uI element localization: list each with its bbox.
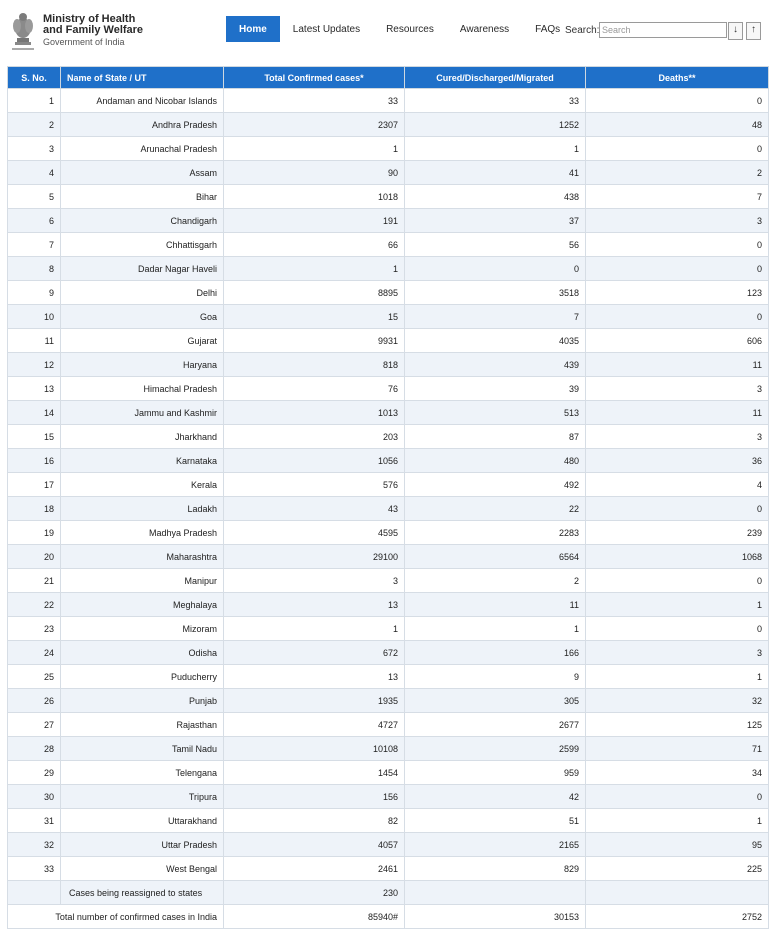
cell-sno: 14 bbox=[8, 401, 61, 425]
cell-deaths: 3 bbox=[586, 425, 769, 449]
cell-deaths: 1 bbox=[586, 809, 769, 833]
cell-sno: 31 bbox=[8, 809, 61, 833]
table-row bbox=[8, 473, 769, 497]
cell-cured: 3518 bbox=[405, 281, 586, 305]
cell-deaths: 3 bbox=[586, 641, 769, 665]
cell-sno: 10 bbox=[8, 305, 61, 329]
national-emblem-icon bbox=[8, 8, 38, 54]
cell-confirmed: 13 bbox=[224, 593, 405, 617]
cell-sno: 27 bbox=[8, 713, 61, 737]
cell-confirmed: 3 bbox=[224, 569, 405, 593]
cell-deaths: 0 bbox=[586, 569, 769, 593]
table-row bbox=[8, 569, 769, 593]
col-header-cured[interactable]: Cured/Discharged/Migrated bbox=[405, 67, 586, 89]
cell-confirmed: 818 bbox=[224, 353, 405, 377]
cell-state: Andhra Pradesh bbox=[61, 113, 224, 137]
site-header bbox=[0, 0, 771, 62]
cell-confirmed: 1 bbox=[224, 257, 405, 281]
cell-sno: 7 bbox=[8, 233, 61, 257]
cell-state: Assam bbox=[61, 161, 224, 185]
cell-state: Maharashtra bbox=[61, 545, 224, 569]
cell-cured: 0 bbox=[405, 257, 586, 281]
cell-cured: 2283 bbox=[405, 521, 586, 545]
cell-deaths: 11 bbox=[586, 401, 769, 425]
cell-cured: 439 bbox=[405, 353, 586, 377]
cell-deaths: 0 bbox=[586, 137, 769, 161]
cell-state: Madhya Pradesh bbox=[61, 521, 224, 545]
table-row bbox=[8, 833, 769, 857]
cell-cured: 7 bbox=[405, 305, 586, 329]
nav-resources[interactable]: Resources bbox=[386, 23, 434, 35]
cell-cured: 2 bbox=[405, 569, 586, 593]
table-row bbox=[8, 89, 769, 113]
table-row bbox=[8, 425, 769, 449]
cell-sno: 5 bbox=[8, 185, 61, 209]
table-row bbox=[8, 761, 769, 785]
cell-confirmed: 15 bbox=[224, 305, 405, 329]
cell-confirmed: 1454 bbox=[224, 761, 405, 785]
total-cured: 30153 bbox=[405, 905, 586, 929]
cell-sno: 17 bbox=[8, 473, 61, 497]
cell-deaths: 0 bbox=[586, 305, 769, 329]
table-row bbox=[8, 401, 769, 425]
table-row bbox=[8, 305, 769, 329]
table-row bbox=[8, 113, 769, 137]
cell-cured: 2599 bbox=[405, 737, 586, 761]
table-row bbox=[8, 593, 769, 617]
table-row bbox=[8, 233, 769, 257]
cell-deaths: 0 bbox=[586, 617, 769, 641]
cell-state: Manipur bbox=[61, 569, 224, 593]
nav-latest-updates[interactable]: Latest Updates bbox=[292, 23, 361, 35]
cell-confirmed: 13 bbox=[224, 665, 405, 689]
cell-state: Tamil Nadu bbox=[61, 737, 224, 761]
sort-descending-button[interactable]: ↓ bbox=[728, 22, 743, 40]
cell-sno: 26 bbox=[8, 689, 61, 713]
cell-deaths: 71 bbox=[586, 737, 769, 761]
total-label: Total number of confirmed cases in India bbox=[8, 905, 224, 929]
table-row bbox=[8, 521, 769, 545]
cell-deaths: 4 bbox=[586, 473, 769, 497]
cell-state: Dadar Nagar Haveli bbox=[61, 257, 224, 281]
cell-cured: 87 bbox=[405, 425, 586, 449]
cell-state: Himachal Pradesh bbox=[61, 377, 224, 401]
cell-cured: 51 bbox=[405, 809, 586, 833]
cell-confirmed: 576 bbox=[224, 473, 405, 497]
cell-confirmed: 4727 bbox=[224, 713, 405, 737]
cell-sno: 32 bbox=[8, 833, 61, 857]
cell-cured: 37 bbox=[405, 209, 586, 233]
nav-awareness[interactable]: Awareness bbox=[459, 23, 510, 35]
cell-sno: 11 bbox=[8, 329, 61, 353]
total-deaths: 2752 bbox=[586, 905, 769, 929]
table-row bbox=[8, 185, 769, 209]
cell-sno: 29 bbox=[8, 761, 61, 785]
cell-cured: 492 bbox=[405, 473, 586, 497]
cell-cured: 33 bbox=[405, 89, 586, 113]
cell-cured: 959 bbox=[405, 761, 586, 785]
logo-title-line1: Ministry of Health bbox=[43, 13, 136, 25]
cell-deaths: 11 bbox=[586, 353, 769, 377]
table-row bbox=[8, 281, 769, 305]
cell-sno: 9 bbox=[8, 281, 61, 305]
cell-sno: 22 bbox=[8, 593, 61, 617]
cell-state: Rajasthan bbox=[61, 713, 224, 737]
cell-deaths: 3 bbox=[586, 377, 769, 401]
cell-cured: 2677 bbox=[405, 713, 586, 737]
table-row bbox=[8, 209, 769, 233]
cell-state: Gujarat bbox=[61, 329, 224, 353]
cell-deaths: 123 bbox=[586, 281, 769, 305]
cell-sno: 21 bbox=[8, 569, 61, 593]
cell-state: Andaman and Nicobar Islands bbox=[61, 89, 224, 113]
cell-state: Jammu and Kashmir bbox=[61, 401, 224, 425]
table-row bbox=[8, 353, 769, 377]
cell-cured: 1 bbox=[405, 137, 586, 161]
cell-sno: 28 bbox=[8, 737, 61, 761]
cell-confirmed: 1056 bbox=[224, 449, 405, 473]
cell-confirmed: 4595 bbox=[224, 521, 405, 545]
cell-cured: 305 bbox=[405, 689, 586, 713]
cell-state: Tripura bbox=[61, 785, 224, 809]
cell-deaths: 36 bbox=[586, 449, 769, 473]
table-row bbox=[8, 497, 769, 521]
table-row bbox=[8, 809, 769, 833]
cell-sno: 15 bbox=[8, 425, 61, 449]
cell-state: Goa bbox=[61, 305, 224, 329]
cell-deaths: 606 bbox=[586, 329, 769, 353]
table-row bbox=[8, 713, 769, 737]
table-row bbox=[8, 689, 769, 713]
cell-state: Jharkhand bbox=[61, 425, 224, 449]
cell-state: Ladakh bbox=[61, 497, 224, 521]
table-row bbox=[8, 257, 769, 281]
cell-sno-empty bbox=[8, 881, 61, 905]
table-row bbox=[8, 785, 769, 809]
cell-cured: 11 bbox=[405, 593, 586, 617]
cell-cured: 41 bbox=[405, 161, 586, 185]
cell-confirmed: 1935 bbox=[224, 689, 405, 713]
cell-sno: 8 bbox=[8, 257, 61, 281]
cell-confirmed: 43 bbox=[224, 497, 405, 521]
cell-confirmed: 10108 bbox=[224, 737, 405, 761]
cell-state: Arunachal Pradesh bbox=[61, 137, 224, 161]
cell-confirmed: 2307 bbox=[224, 113, 405, 137]
cell-sno: 3 bbox=[8, 137, 61, 161]
cell-state: Telengana bbox=[61, 761, 224, 785]
cell-sno: 19 bbox=[8, 521, 61, 545]
cell-state: Chandigarh bbox=[61, 209, 224, 233]
cell-deaths: 0 bbox=[586, 89, 769, 113]
cell-cured: 1252 bbox=[405, 113, 586, 137]
nav-home[interactable]: Home bbox=[226, 16, 280, 42]
cell-confirmed: 672 bbox=[224, 641, 405, 665]
col-header-state[interactable]: Name of State / UT bbox=[61, 67, 224, 89]
cell-sno: 33 bbox=[8, 857, 61, 881]
cell-deaths: 0 bbox=[586, 785, 769, 809]
cell-confirmed: 29100 bbox=[224, 545, 405, 569]
cell-state: Kerala bbox=[61, 473, 224, 497]
cell-sno: 23 bbox=[8, 617, 61, 641]
cell-cured: 166 bbox=[405, 641, 586, 665]
table-row bbox=[8, 449, 769, 473]
cell-deaths: 0 bbox=[586, 257, 769, 281]
table-row bbox=[8, 137, 769, 161]
cell-sno: 18 bbox=[8, 497, 61, 521]
cell-deaths: 2 bbox=[586, 161, 769, 185]
cell-confirmed: 191 bbox=[224, 209, 405, 233]
cell-cured: 56 bbox=[405, 233, 586, 257]
nav-faqs[interactable]: FAQs bbox=[535, 23, 561, 35]
reassign-value: 230 bbox=[224, 881, 405, 905]
table-row bbox=[8, 737, 769, 761]
cell-state: Punjab bbox=[61, 689, 224, 713]
cell-deaths: 0 bbox=[586, 497, 769, 521]
table-row bbox=[8, 545, 769, 569]
total-confirmed: 85940# bbox=[224, 905, 405, 929]
cell-state: Odisha bbox=[61, 641, 224, 665]
cell-confirmed: 1 bbox=[224, 617, 405, 641]
cell-state: Haryana bbox=[61, 353, 224, 377]
cell-sno: 2 bbox=[8, 113, 61, 137]
cell-confirmed: 9931 bbox=[224, 329, 405, 353]
cell-cured: 513 bbox=[405, 401, 586, 425]
table-row bbox=[8, 161, 769, 185]
cell-state: Bihar bbox=[61, 185, 224, 209]
main-nav bbox=[226, 16, 573, 42]
cell-confirmed: 66 bbox=[224, 233, 405, 257]
cell-state: Uttarakhand bbox=[61, 809, 224, 833]
cell-deaths: 48 bbox=[586, 113, 769, 137]
cell-state: Karnataka bbox=[61, 449, 224, 473]
state-cases-table bbox=[7, 66, 768, 929]
col-header-sno[interactable]: S. No. bbox=[8, 67, 61, 89]
cell-deaths: 1068 bbox=[586, 545, 769, 569]
cell-sno: 13 bbox=[8, 377, 61, 401]
cell-confirmed: 1018 bbox=[224, 185, 405, 209]
cell-sno: 1 bbox=[8, 89, 61, 113]
cell-deaths: 3 bbox=[586, 209, 769, 233]
reassign-row bbox=[8, 881, 769, 905]
cell-deaths: 239 bbox=[586, 521, 769, 545]
table-body bbox=[8, 89, 769, 929]
cell-confirmed: 76 bbox=[224, 377, 405, 401]
cell-sno: 4 bbox=[8, 161, 61, 185]
cell-state: West Bengal bbox=[61, 857, 224, 881]
cell-sno: 6 bbox=[8, 209, 61, 233]
cell-confirmed: 2461 bbox=[224, 857, 405, 881]
cell-confirmed: 203 bbox=[224, 425, 405, 449]
table-row bbox=[8, 665, 769, 689]
cell-state: Chhattisgarh bbox=[61, 233, 224, 257]
cell-confirmed: 82 bbox=[224, 809, 405, 833]
cell-cured: 480 bbox=[405, 449, 586, 473]
table-row bbox=[8, 857, 769, 881]
logo-title-line2: and Family Welfare bbox=[43, 24, 144, 36]
table-header-row bbox=[8, 67, 769, 89]
col-header-confirmed[interactable]: Total Confirmed cases* bbox=[224, 67, 405, 89]
cell-sno: 16 bbox=[8, 449, 61, 473]
cell-deaths: 125 bbox=[586, 713, 769, 737]
reassign-label: Cases being reassigned to states bbox=[61, 881, 224, 905]
table-row bbox=[8, 329, 769, 353]
cell-deaths: 225 bbox=[586, 857, 769, 881]
cell-deaths: 32 bbox=[586, 689, 769, 713]
cell-sno: 30 bbox=[8, 785, 61, 809]
cell-cured: 42 bbox=[405, 785, 586, 809]
cell-confirmed: 156 bbox=[224, 785, 405, 809]
cell-state: Delhi bbox=[61, 281, 224, 305]
cell-state: Mizoram bbox=[61, 617, 224, 641]
cell-empty bbox=[586, 881, 769, 905]
cell-confirmed: 1013 bbox=[224, 401, 405, 425]
cell-sno: 12 bbox=[8, 353, 61, 377]
cell-empty bbox=[405, 881, 586, 905]
cell-cured: 6564 bbox=[405, 545, 586, 569]
cell-cured: 9 bbox=[405, 665, 586, 689]
cell-deaths: 34 bbox=[586, 761, 769, 785]
cell-sno: 20 bbox=[8, 545, 61, 569]
cell-state: Meghalaya bbox=[61, 593, 224, 617]
table-row bbox=[8, 617, 769, 641]
cell-confirmed: 1 bbox=[224, 137, 405, 161]
cell-cured: 829 bbox=[405, 857, 586, 881]
cell-deaths: 1 bbox=[586, 665, 769, 689]
cell-deaths: 7 bbox=[586, 185, 769, 209]
cell-cured: 2165 bbox=[405, 833, 586, 857]
cell-state: Uttar Pradesh bbox=[61, 833, 224, 857]
cell-sno: 24 bbox=[8, 641, 61, 665]
search-input[interactable] bbox=[599, 22, 727, 38]
cell-cured: 22 bbox=[405, 497, 586, 521]
cell-cured: 39 bbox=[405, 377, 586, 401]
cell-confirmed: 33 bbox=[224, 89, 405, 113]
cell-cured: 1 bbox=[405, 617, 586, 641]
cell-confirmed: 90 bbox=[224, 161, 405, 185]
cell-deaths: 0 bbox=[586, 233, 769, 257]
total-row bbox=[8, 905, 769, 929]
sort-ascending-button[interactable]: ↑ bbox=[746, 22, 761, 40]
search-label: Search: bbox=[565, 25, 600, 36]
cell-deaths: 1 bbox=[586, 593, 769, 617]
cell-confirmed: 4057 bbox=[224, 833, 405, 857]
table-row bbox=[8, 377, 769, 401]
cell-cured: 4035 bbox=[405, 329, 586, 353]
table-row bbox=[8, 641, 769, 665]
cell-confirmed: 8895 bbox=[224, 281, 405, 305]
cell-deaths: 95 bbox=[586, 833, 769, 857]
cell-cured: 438 bbox=[405, 185, 586, 209]
cell-sno: 25 bbox=[8, 665, 61, 689]
logo-subtitle: Government of India bbox=[43, 37, 125, 47]
col-header-deaths[interactable]: Deaths** bbox=[586, 67, 769, 89]
cell-state: Puducherry bbox=[61, 665, 224, 689]
ministry-logo[interactable] bbox=[43, 14, 143, 48]
